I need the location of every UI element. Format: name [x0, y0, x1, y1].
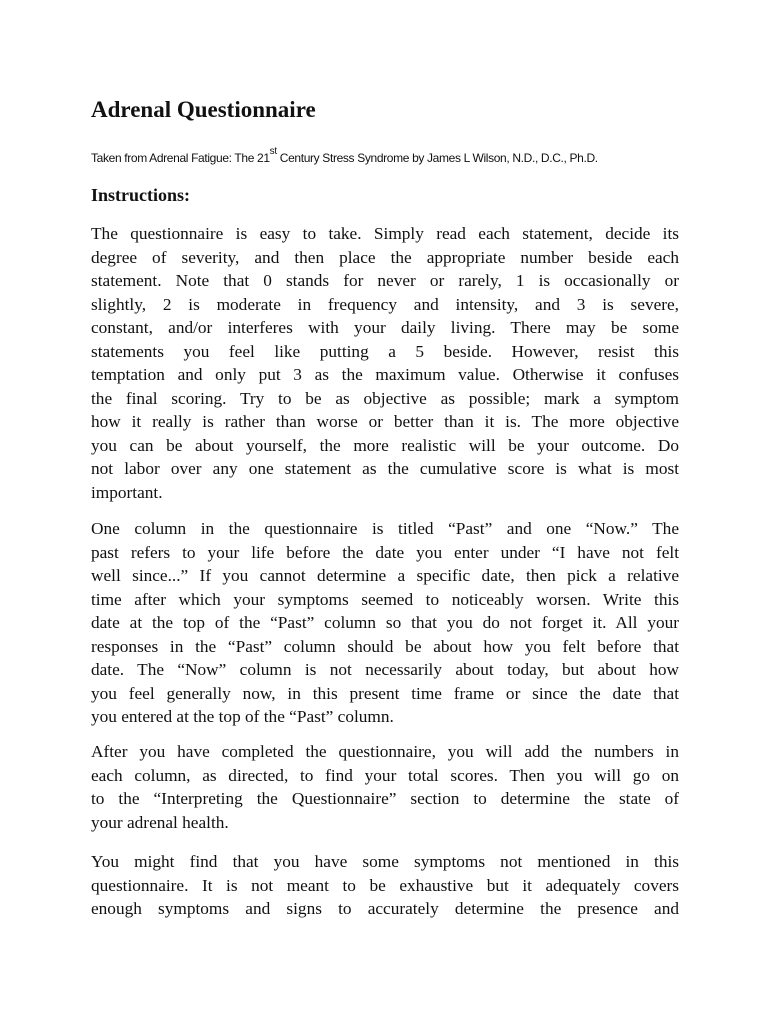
text-line: each column, as directed, to find your total scores. Then you will go on — [91, 765, 679, 785]
text-line: One column in the questionnaire is titled “Past” and one “Now.” The — [91, 519, 679, 538]
text-line: you feel generally now, in this present time frame or since the date that — [91, 683, 679, 703]
text-line: important. — [91, 482, 163, 502]
text-line: The questionnaire is easy to take. Simply read each statement, decide its — [91, 224, 679, 243]
text-line: you entered at the top of the “Past” column. — [91, 707, 394, 726]
source-prefix: Taken from Adrenal Fatigue: The 21 — [91, 151, 270, 165]
text-line: constant, and/or interferes with your daily living. There may be some — [91, 318, 679, 337]
text-line: to the “Interpreting the Questionnaire” section to determine the state of — [91, 789, 679, 808]
text-line: you can be about yourself, the more realistic will be your outcome. Do — [91, 435, 679, 455]
text-line: your adrenal health. — [91, 812, 229, 832]
text-line: past refers to your life before the date you enter under “I have not felt — [91, 542, 679, 562]
paragraph-columns — [91, 517, 679, 729]
text-line: After you have completed the questionnaire, you will add the numbers in — [91, 742, 679, 761]
text-line: statement. Note that 0 stands for never or rarely, 1 is occasionally or — [91, 271, 679, 290]
text-line: responses in the “Past” column should be about how you felt before that — [91, 636, 679, 656]
text-line: questionnaire. It is not meant to be exhaustive but it adequately covers — [91, 875, 679, 895]
text-line: not labor over any one statement as the cumulative score is what is most — [91, 459, 679, 478]
source-superscript: st — [269, 146, 277, 157]
paragraph-scoring — [91, 222, 679, 504]
text-line: how it really is rather than worse or better than it is. The more objective — [91, 412, 679, 431]
document-title: Adrenal Questionnaire — [91, 97, 316, 122]
text-line: statements you feel like putting a 5 beside. However, resist this — [91, 341, 679, 361]
text-line: enough symptoms and signs to accurately determine the presence and — [91, 899, 679, 918]
paragraph-symptoms — [91, 850, 679, 921]
text-line: the final scoring. Try to be as objective as possible; mark a symptom — [91, 388, 679, 408]
source-suffix: Century Stress Syndrome by James L Wilson, N.D., D.C., Ph.D. — [276, 151, 598, 165]
text-line: date. The “Now” column is not necessarily about today, but about how — [91, 660, 679, 679]
text-line: You might find that you have some symptoms not mentioned in this — [91, 852, 679, 871]
text-line: degree of severity, and then place the appropriate number beside each — [91, 247, 679, 267]
text-line: time after which your symptoms seemed to noticeably worsen. Write this — [91, 589, 679, 609]
text-line: date at the top of the “Past” column so that you do not forget it. All your — [91, 613, 679, 632]
text-line: well since...” If you cannot determine a specific date, then pick a relative — [91, 566, 679, 585]
paragraph-totals — [91, 740, 679, 834]
instructions-heading: Instructions: — [91, 185, 191, 205]
text-line: slightly, 2 is moderate in frequency and intensity, and 3 is severe, — [91, 294, 679, 314]
source-citation — [91, 144, 598, 174]
text-line: temptation and only put 3 as the maximum value. Otherwise it confuses — [91, 365, 679, 384]
